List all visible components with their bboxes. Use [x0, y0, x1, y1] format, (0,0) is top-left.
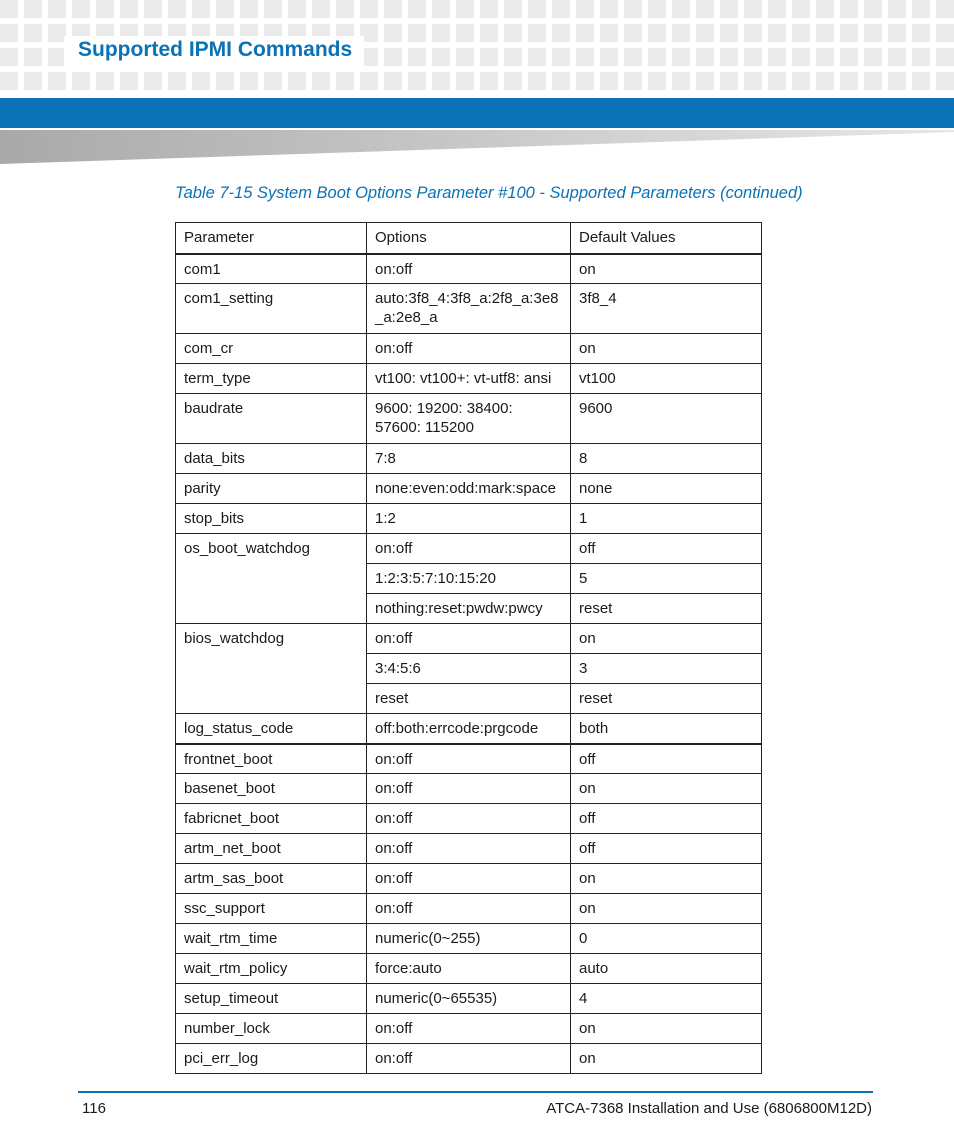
table-row [176, 864, 762, 894]
cell-default: on [571, 334, 762, 364]
cell-default: both [571, 714, 762, 744]
cell-default: 0 [571, 924, 762, 954]
cell-parameter: bios_watchdog [176, 624, 367, 714]
table-row [176, 834, 762, 864]
column-header-parameter: Parameter [176, 223, 367, 254]
cell-parameter: os_boot_watchdog [176, 534, 367, 624]
cell-options: 7:8 [367, 444, 571, 474]
table-row [176, 1014, 762, 1044]
cell-parameter: stop_bits [176, 504, 367, 534]
table-row [176, 474, 762, 504]
cell-parameter: artm_sas_boot [176, 864, 367, 894]
cell-options: on:off [367, 334, 571, 364]
table-row [176, 714, 762, 744]
cell-default: on [571, 894, 762, 924]
cell-default: on [571, 624, 762, 654]
cell-parameter: com1 [176, 254, 367, 284]
table-row [176, 504, 762, 534]
footer-rule [78, 1091, 873, 1093]
cell-default: off [571, 804, 762, 834]
cell-parameter: com1_setting [176, 284, 367, 334]
cell-options: on:off [367, 254, 571, 284]
cell-default: 4 [571, 984, 762, 1014]
table-row [176, 444, 762, 474]
table-row [176, 954, 762, 984]
section-title: Supported IPMI Commands [78, 38, 353, 61]
cell-parameter: ssc_support [176, 894, 367, 924]
cell-options: on:off [367, 834, 571, 864]
cell-default: vt100 [571, 364, 762, 394]
cell-default: on [571, 1014, 762, 1044]
cell-parameter: wait_rtm_time [176, 924, 367, 954]
cell-parameter: term_type [176, 364, 367, 394]
table-row [176, 624, 762, 654]
cell-parameter: fabricnet_boot [176, 804, 367, 834]
page-number: 116 [82, 1100, 106, 1117]
cell-default: off [571, 744, 762, 774]
cell-options: none:even:odd:mark:space [367, 474, 571, 504]
cell-parameter: baudrate [176, 394, 367, 444]
cell-options: on:off [367, 624, 571, 654]
cell-default: on [571, 1044, 762, 1074]
cell-default: reset [571, 594, 762, 624]
document-name: ATCA-7368 Installation and Use (6806800M12D) [546, 1100, 872, 1117]
cell-options: numeric(0~65535) [367, 984, 571, 1014]
parameters-table [175, 222, 762, 1074]
cell-parameter: parity [176, 474, 367, 504]
cell-options: reset [367, 684, 571, 714]
table-row [176, 804, 762, 834]
cell-parameter: pci_err_log [176, 1044, 367, 1074]
table-row [176, 254, 762, 284]
table-row [176, 394, 762, 444]
cell-options: force:auto [367, 954, 571, 984]
cell-default: 8 [571, 444, 762, 474]
cell-options: 1:2:3:5:7:10:15:20 [367, 564, 571, 594]
cell-options: 9600: 19200: 38400: 57600: 115200 [367, 394, 571, 444]
cell-parameter: log_status_code [176, 714, 367, 744]
cell-options: numeric(0~255) [367, 924, 571, 954]
header-blue-band [0, 98, 954, 128]
table-row [176, 744, 762, 774]
cell-options: 1:2 [367, 504, 571, 534]
column-header-default-values: Default Values [571, 223, 762, 254]
table-row [176, 364, 762, 394]
cell-default: none [571, 474, 762, 504]
cell-default: on [571, 254, 762, 284]
column-header-options: Options [367, 223, 571, 254]
cell-options: on:off [367, 1014, 571, 1044]
cell-options [367, 284, 571, 334]
cell-options: on:off [367, 774, 571, 804]
table-header-row [176, 223, 762, 254]
cell-options-text: auto:3f8_4:3f8_a:2f8_a:3e8_a:2e8_a [375, 290, 559, 326]
cell-parameter: setup_timeout [176, 984, 367, 1014]
cell-parameter: frontnet_boot [176, 744, 367, 774]
cell-options: vt100: vt100+: vt-utf8: ansi [367, 364, 571, 394]
table-row [176, 924, 762, 954]
cell-options: on:off [367, 1044, 571, 1074]
table-caption: Table 7-15 System Boot Options Parameter #100 - Supported Parameters (continued) [175, 184, 803, 202]
cell-default: 3 [571, 654, 762, 684]
cell-default: 9600 [571, 394, 762, 444]
cell-parameter: basenet_boot [176, 774, 367, 804]
cell-default: reset [571, 684, 762, 714]
cell-options: on:off [367, 744, 571, 774]
cell-default: on [571, 864, 762, 894]
cell-options: nothing:reset:pwdw:pwcy [367, 594, 571, 624]
table-row [176, 984, 762, 1014]
cell-options: on:off [367, 534, 571, 564]
cell-options: off:both:errcode:prgcode [367, 714, 571, 744]
cell-parameter: data_bits [176, 444, 367, 474]
cell-default: off [571, 534, 762, 564]
table-row [176, 1044, 762, 1074]
cell-default: auto [571, 954, 762, 984]
cell-options: 3:4:5:6 [367, 654, 571, 684]
table-row [176, 774, 762, 804]
cell-default: 1 [571, 504, 762, 534]
cell-options: on:off [367, 864, 571, 894]
cell-options: on:off [367, 894, 571, 924]
cell-default: 3f8_4 [571, 284, 762, 334]
table-row [176, 284, 762, 334]
table-row [176, 334, 762, 364]
table-row [176, 534, 762, 564]
cell-default: on [571, 774, 762, 804]
cell-default: off [571, 834, 762, 864]
cell-default: 5 [571, 564, 762, 594]
cell-parameter: com_cr [176, 334, 367, 364]
header-grey-wedge [0, 130, 954, 164]
cell-options: on:off [367, 804, 571, 834]
cell-parameter: artm_net_boot [176, 834, 367, 864]
table-row [176, 894, 762, 924]
cell-parameter: number_lock [176, 1014, 367, 1044]
cell-parameter: wait_rtm_policy [176, 954, 367, 984]
